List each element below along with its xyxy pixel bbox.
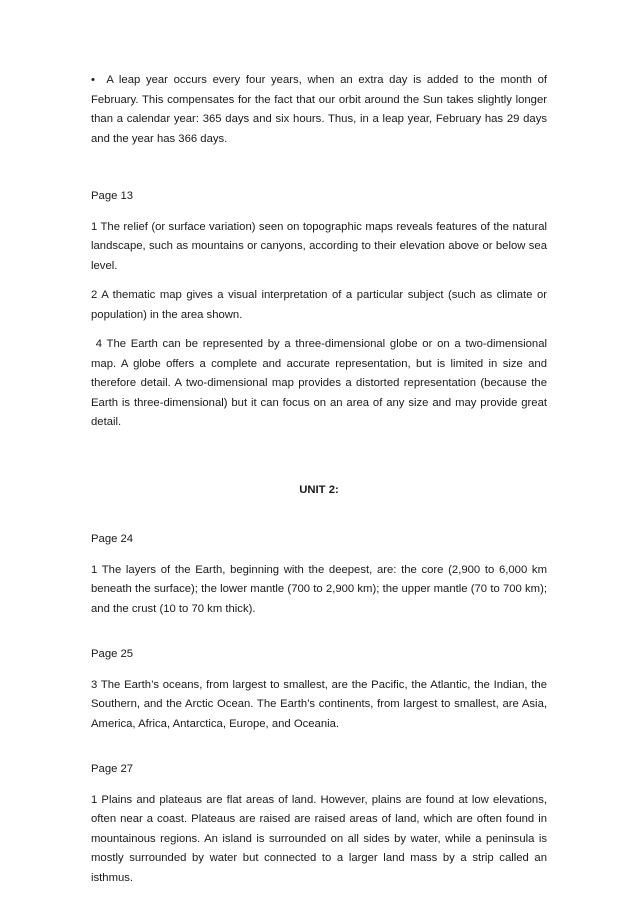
page-25-label: Page 25: [91, 648, 134, 660]
page-13-item-2: 2 A thematic map gives a visual interpretation of a particular subject (such as climate or population) in the area shown.: [91, 289, 547, 321]
unit-title: UNIT 2:: [299, 483, 339, 496]
document-body: [91, 71, 551, 888]
page-13-item-1: 1 The relief (or surface variation) seen on topographic maps reveals features of the natural landscape, such as mountains or canyons, according to their elevation above or below sea level.: [91, 220, 547, 272]
leap-year-paragraph: [91, 71, 547, 149]
page-27-item-1: 1 Plains and plateaus are flat areas of land. However, plains are found at low elevations, often near a coast. Plateaus are raised are raised areas of land, which are often found in mountainous regions. An island is surrounded on all sides by water, while a peninsula is mostly surrounded by water but connected to a larger land mass by a strip called an isthmus.: [91, 793, 547, 884]
bullet-marker: •: [91, 74, 95, 86]
page-13-item-4: 4 The Earth can be represented by a three-dimensional globe or on a two-dimensional map. A globe offers a complete and accurate representation, but is limited in size and therefore detail. A two-dimensional map provides a distorted representation (because the Earth is three-dimensional) but it can focus on an area of any size and may provide great detail.: [91, 338, 551, 428]
page-24-label: Page 24: [91, 533, 134, 545]
page-25-item-3: 3 The Earth’s oceans, from largest to smallest, are the Pacific, the Atlantic, the Indian, the Southern, and the Arctic Ocean. The Earth’s continents, from largest to smallest, are Asia, America, Africa, Antarctica, Europe, and Oceania.: [91, 678, 547, 730]
leap-year-text: A leap year occurs every four years, when an extra day is added to the month of February. This compensates for the fact that our orbit around the Sun takes slightly longer than a calendar year: 365 days and six hours. Thus, in a leap year, February has 29 days and the year has 366 days.: [91, 74, 547, 145]
page-27-label: Page 27: [91, 763, 134, 775]
page-13-label: Page 13: [91, 190, 134, 202]
page-24-item-1: 1 The layers of the Earth, beginning with the deepest, are: the core (2,900 to 6,000 km beneath the surface); the lower mantle (700 to 2,900 km); the upper mantle (70 to 700 km); and the crust (10 to 70 km thick).: [91, 563, 547, 615]
